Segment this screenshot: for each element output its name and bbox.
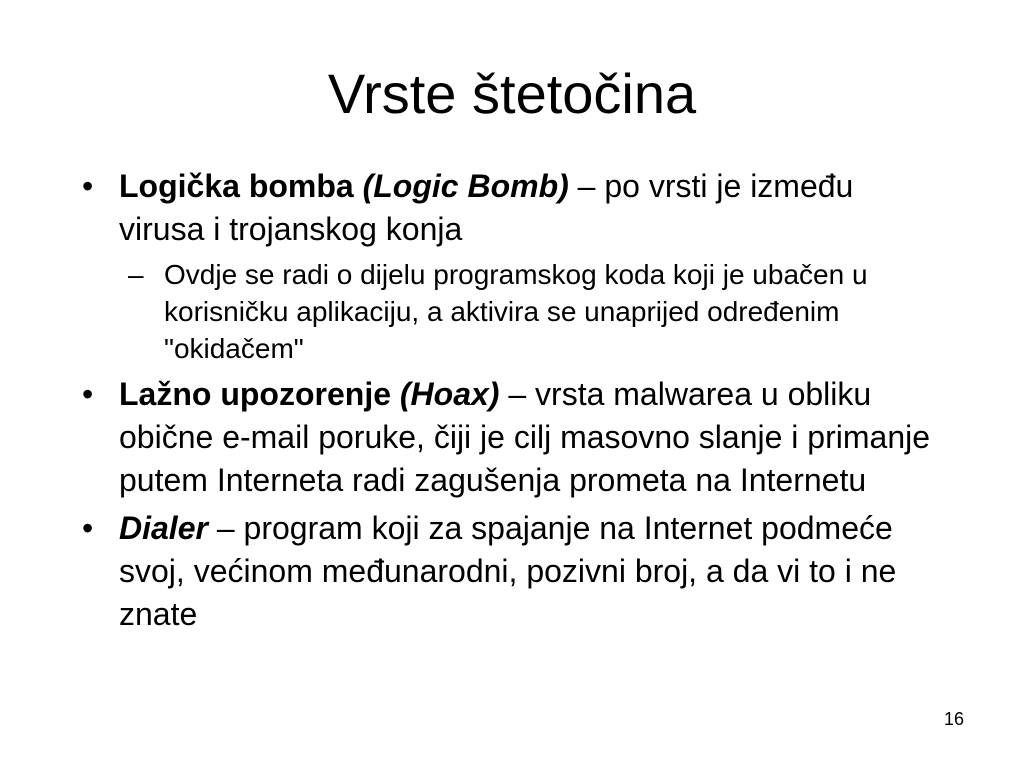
text-dialer: – program koji za spajanje na Internet podmeće svoj, većinom međunarodni, pozivni broj, a da vi to i ne znate bbox=[119, 510, 897, 632]
bullet-hoax bbox=[82, 373, 942, 502]
sub-bullet-marker: – bbox=[128, 259, 144, 290]
term-hoax: Lažno upozorenje bbox=[119, 376, 391, 412]
term-logic-bomb-en: (Logic Bomb) bbox=[362, 168, 569, 204]
slide-title: Vrste štetočina bbox=[327, 62, 697, 125]
bullet-dialer bbox=[82, 507, 942, 636]
term-logic-bomb: Logička bomba bbox=[119, 168, 354, 204]
bullet-logic-bomb bbox=[82, 165, 942, 251]
term-dialer: Dialer bbox=[119, 510, 208, 546]
sub-text-logic-bomb: Ovdje se radi o dijelu programskog koda koji je ubačen u korisničku aplikaciju, a aktivira se unaprijed određenim "okidačem" bbox=[164, 259, 868, 364]
bullet-list bbox=[82, 165, 942, 641]
page-number: 16 bbox=[943, 709, 964, 729]
bullet-marker: • bbox=[82, 376, 94, 412]
sub-bullet-logic-bomb bbox=[82, 256, 942, 367]
term-hoax-en: (Hoax) bbox=[399, 376, 500, 412]
bullet-marker: • bbox=[82, 168, 94, 204]
text-hoax: – vrsta malwarea u obliku obične e-mail poruke, čiji je cilj masovno slanje i primanje putem Interneta radi zagušenja prometa na Internetu bbox=[119, 376, 931, 498]
bullet-marker: • bbox=[82, 510, 94, 546]
text-logic-bomb: – po vrsti je između virusa i trojanskog konja bbox=[119, 168, 854, 247]
